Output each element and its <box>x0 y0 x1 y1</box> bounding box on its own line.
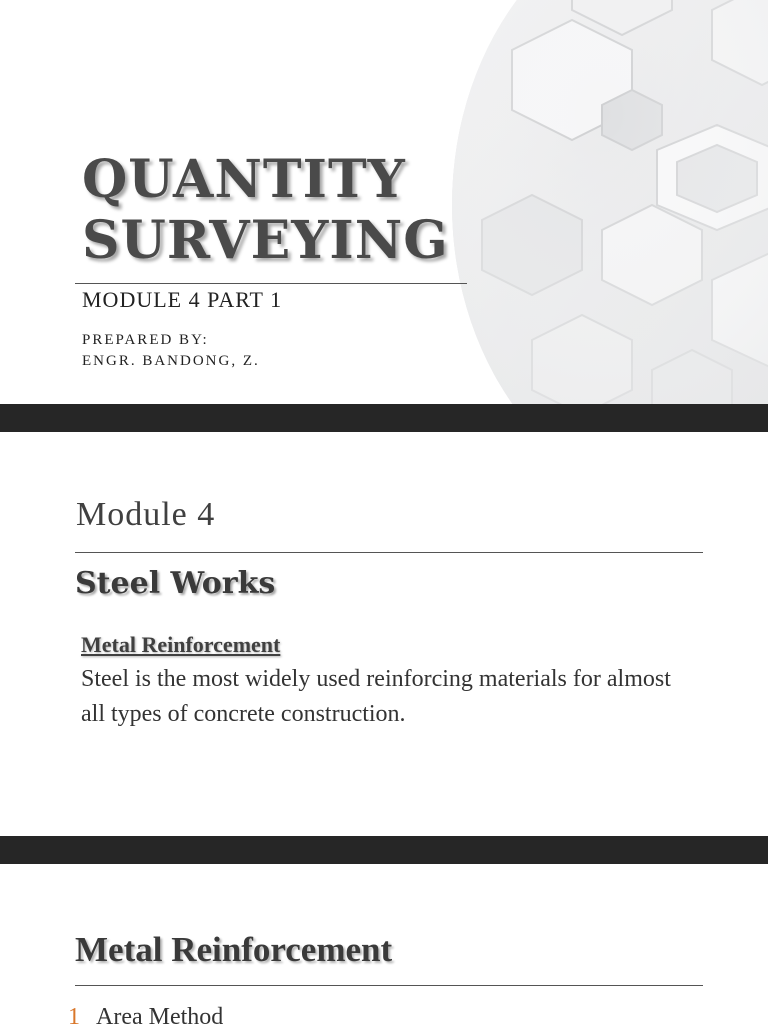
list-item-label: Area Method <box>96 1004 224 1024</box>
title-divider <box>75 283 467 284</box>
section-heading: Steel Works <box>75 566 276 601</box>
hexagon-pattern-image <box>452 0 768 404</box>
body-paragraph: Steel is the most widely used reinforcing materials for almost all types of concrete construction. <box>81 666 671 727</box>
list-item <box>68 1004 223 1024</box>
slide-separator-band <box>0 404 768 432</box>
author-name: ENGR. BANDONG, Z. <box>82 353 260 369</box>
subtitle: MODULE 4 PART 1 <box>82 287 283 312</box>
module-heading: Module 4 <box>76 496 216 533</box>
term-heading: Metal Reinforcement <box>81 632 281 657</box>
prepared-by-label: PREPARED BY: <box>82 332 209 348</box>
module-divider <box>75 552 703 553</box>
title-line-2: SURVEYING <box>82 210 449 271</box>
list-item-number: 1 <box>68 1004 80 1024</box>
title-slide <box>0 0 768 404</box>
slide-heading: Metal Reinforcement <box>75 930 393 969</box>
slide-divider <box>75 985 703 986</box>
slide-separator-band <box>0 836 768 864</box>
title-line-1: QUANTITY <box>82 149 406 210</box>
